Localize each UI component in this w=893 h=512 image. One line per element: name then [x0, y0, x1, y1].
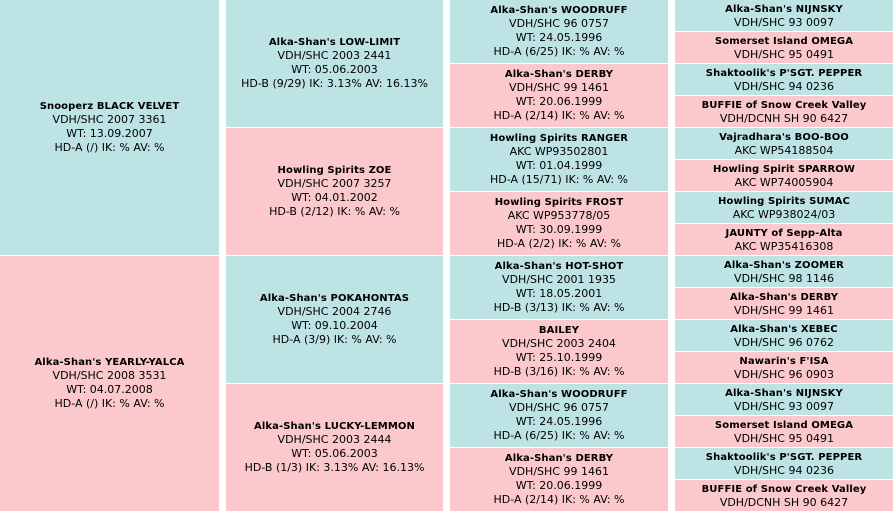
- registration-number: AKC WP35416308: [734, 239, 834, 253]
- generation-4-column: [675, 0, 893, 512]
- dam-cell: [226, 128, 443, 256]
- registration-number: VDH/SHC 94 0236: [734, 79, 834, 93]
- dog-name: Howling Spirit SPARROW: [713, 163, 855, 175]
- registration-number: VDH/SHC 93 0097: [734, 15, 834, 29]
- dog-name: Alka-Shan's XEBEC: [730, 323, 838, 335]
- dog-name: Alka-Shan's DERBY: [504, 69, 614, 80]
- wt-date: WT: 13.09.2007: [66, 127, 153, 140]
- dog-name: Shaktoolik's P'SGT. PEPPER: [705, 451, 863, 463]
- registration-number: VDH/SHC 2003 2441: [277, 49, 392, 62]
- sire-cell: [675, 64, 893, 96]
- registration-number: AKC WP938024/03: [732, 207, 836, 221]
- dog-name: Alka-Shan's LOW-LIMIT: [268, 37, 401, 48]
- health-results: HD-A (6/25) IK: % AV: %: [493, 429, 625, 442]
- dam-cell: [675, 32, 893, 64]
- wt-date: WT: 05.06.2003: [291, 63, 378, 76]
- dog-name: Shaktoolik's P'SGT. PEPPER: [705, 67, 863, 79]
- dam-cell: [0, 256, 219, 512]
- dam-cell: [675, 96, 893, 128]
- registration-number: VDH/SHC 99 1461: [509, 81, 609, 94]
- health-results: HD-A (2/14) IK: % AV: %: [493, 493, 625, 506]
- dog-name: Alka-Shan's WOODRUFF: [490, 389, 628, 400]
- wt-date: WT: 25.10.1999: [515, 351, 603, 364]
- registration-number: VDH/SHC 98 1146: [734, 271, 834, 285]
- dam-cell: [675, 480, 893, 512]
- sire-cell: [675, 256, 893, 288]
- dam-cell: [675, 224, 893, 256]
- registration-number: VDH/SHC 93 0097: [734, 399, 834, 413]
- sire-cell: [675, 192, 893, 224]
- wt-date: WT: 01.04.1999: [515, 159, 603, 172]
- dog-name: Alka-Shan's ZOOMER: [724, 259, 844, 271]
- dog-name: JAUNTY of Sepp-Alta: [725, 227, 843, 239]
- generation-2-column: [226, 0, 443, 512]
- dog-name: Vajradhara's BOO-BOO: [719, 131, 849, 143]
- wt-date: WT: 24.05.1996: [515, 415, 603, 428]
- wt-date: WT: 04.01.2002: [291, 191, 378, 204]
- dam-cell: [675, 288, 893, 320]
- registration-number: VDH/DCNH SH 90 6427: [719, 111, 849, 125]
- dog-name: Alka-Shan's NIJNSKY: [725, 3, 843, 15]
- registration-number: VDH/SHC 2007 3257: [277, 177, 392, 190]
- dog-name: Alka-Shan's NIJNSKY: [725, 387, 843, 399]
- health-results: HD-B (1/3) IK: 3.13% AV: 16.13%: [244, 461, 425, 474]
- registration-number: VDH/SHC 95 0491: [734, 431, 834, 445]
- health-results: HD-A (2/14) IK: % AV: %: [493, 109, 625, 122]
- dog-name: Howling Spirits ZOE: [277, 165, 392, 176]
- dog-name: BAILEY: [538, 325, 580, 336]
- health-results: HD-A (3/9) IK: % AV: %: [272, 333, 397, 346]
- dam-cell: [450, 192, 668, 256]
- dog-name: Howling Spirits FROST: [494, 197, 624, 208]
- dog-name: Alka-Shan's LUCKY-LEMMON: [254, 421, 415, 432]
- registration-number: AKC WP953778/05: [507, 209, 611, 222]
- registration-number: VDH/SHC 2003 2404: [502, 337, 616, 350]
- health-results: HD-B (9/29) IK: 3.13% AV: 16.13%: [241, 77, 428, 90]
- dog-name: Alka-Shan's HOT-SHOT: [494, 261, 624, 272]
- wt-date: WT: 20.06.1999: [515, 95, 603, 108]
- registration-number: VDH/SHC 2008 3531: [52, 369, 167, 382]
- registration-number: VDH/SHC 2003 2444: [277, 433, 392, 446]
- health-results: HD-A (15/71) IK: % AV: %: [490, 173, 628, 186]
- health-results: HD-A (/) IK: % AV: %: [54, 397, 165, 410]
- wt-date: WT: 20.06.1999: [515, 479, 603, 492]
- sire-cell: [0, 0, 219, 256]
- dog-name: Snooperz BLACK VELVET: [39, 101, 180, 112]
- registration-number: VDH/SHC 2007 3361: [52, 113, 167, 126]
- registration-number: VDH/DCNH SH 90 6427: [719, 495, 849, 509]
- sire-cell: [675, 0, 893, 32]
- registration-number: VDH/SHC 2001 1935: [502, 273, 616, 286]
- health-results: HD-A (/) IK: % AV: %: [54, 141, 165, 154]
- dam-cell: [450, 64, 668, 128]
- registration-number: VDH/SHC 2004 2746: [277, 305, 392, 318]
- dam-cell: [450, 448, 668, 512]
- health-results: HD-A (2/2) IK: % AV: %: [497, 237, 621, 250]
- generation-1-column: [0, 0, 219, 512]
- health-results: HD-B (2/12) IK: % AV: %: [269, 205, 400, 218]
- health-results: HD-B (3/16) IK: % AV: %: [493, 365, 625, 378]
- registration-number: VDH/SHC 94 0236: [734, 463, 834, 477]
- sire-cell: [226, 256, 443, 384]
- dog-name: Howling Spirits RANGER: [489, 133, 629, 144]
- sire-cell: [226, 0, 443, 128]
- registration-number: VDH/SHC 99 1461: [734, 303, 834, 317]
- dog-name: Alka-Shan's POKAHONTAS: [259, 293, 410, 304]
- dog-name: Alka-Shan's DERBY: [729, 291, 839, 303]
- sire-cell: [675, 448, 893, 480]
- health-results: HD-B (3/13) IK: % AV: %: [493, 301, 625, 314]
- sire-cell: [450, 0, 668, 64]
- dog-name: Alka-Shan's YEARLY-YALCA: [34, 357, 185, 368]
- sire-cell: [450, 384, 668, 448]
- wt-date: WT: 30.09.1999: [515, 223, 603, 236]
- registration-number: VDH/SHC 96 0762: [734, 335, 834, 349]
- dam-cell: [226, 384, 443, 512]
- dog-name: Howling Spirits SUMAC: [718, 195, 850, 207]
- wt-date: WT: 09.10.2004: [291, 319, 378, 332]
- generation-3-column: [450, 0, 668, 512]
- wt-date: WT: 04.07.2008: [66, 383, 153, 396]
- wt-date: WT: 05.06.2003: [291, 447, 378, 460]
- dog-name: Nawarin's F'ISA: [739, 355, 829, 367]
- registration-number: AKC WP54188504: [734, 143, 834, 157]
- registration-number: VDH/SHC 96 0757: [509, 401, 609, 414]
- registration-number: VDH/SHC 99 1461: [509, 465, 609, 478]
- sire-cell: [675, 128, 893, 160]
- registration-number: VDH/SHC 96 0903: [734, 367, 834, 381]
- dog-name: Alka-Shan's WOODRUFF: [490, 5, 628, 16]
- dam-cell: [675, 416, 893, 448]
- sire-cell: [675, 384, 893, 416]
- registration-number: AKC WP74005904: [734, 175, 834, 189]
- wt-date: WT: 24.05.1996: [515, 31, 603, 44]
- dog-name: Alka-Shan's DERBY: [504, 453, 614, 464]
- registration-number: AKC WP93502801: [509, 145, 609, 158]
- registration-number: VDH/SHC 95 0491: [734, 47, 834, 61]
- dam-cell: [675, 352, 893, 384]
- dog-name: BUFFIE of Snow Creek Valley: [701, 99, 867, 111]
- dam-cell: [450, 320, 668, 384]
- dog-name: Somerset Island OMEGA: [714, 419, 854, 431]
- dog-name: BUFFIE of Snow Creek Valley: [701, 483, 867, 495]
- sire-cell: [675, 320, 893, 352]
- sire-cell: [450, 128, 668, 192]
- registration-number: VDH/SHC 96 0757: [509, 17, 609, 30]
- dog-name: Somerset Island OMEGA: [714, 35, 854, 47]
- wt-date: WT: 18.05.2001: [515, 287, 603, 300]
- health-results: HD-A (6/25) IK: % AV: %: [493, 45, 625, 58]
- dam-cell: [675, 160, 893, 192]
- sire-cell: [450, 256, 668, 320]
